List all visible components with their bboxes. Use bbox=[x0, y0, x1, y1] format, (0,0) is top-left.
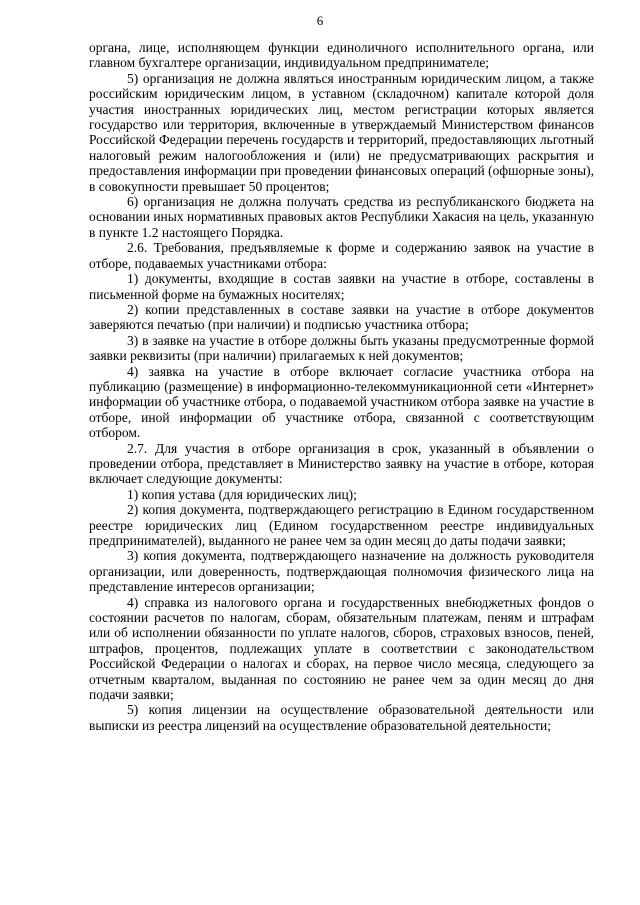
paragraph-item-5: 5) организация не должна являться иностранным юридическим лицом, а также российским юридическим лицом, в уставном (складочном) капитале которой доля участия иностранных юридических лиц, местом регистрации которых является государство или территория, включенные в утверждаемый Министерством финансов Российской Федерации перечень государств и территорий, предоставляющих льготный налоговый режим налогообложения и (или) не предусматривающих раскрытия и предоставления информации при проведении финансовых операций (офшорные зоны), в совокупности превышает 50 процентов; bbox=[89, 70, 594, 194]
paragraph-2-7-item-5: 5) копия лицензии на осуществление образовательной деятельности или выписки из реестра лицензий на осуществление образовательной деятельности; bbox=[89, 702, 594, 733]
document-body bbox=[89, 40, 594, 733]
paragraph-2-7-item-1: 1) копия устава (для юридических лиц); bbox=[127, 486, 357, 502]
paragraph-2-7-item-2: 2) копия документа, подтверждающего регистрацию в Едином государственном реестре юридических лиц (Едином государственном реестре индивидуальных предпринимателей), выданного не ранее чем за один месяц до даты подачи заявки; bbox=[89, 502, 594, 548]
paragraph-item-6: 6) организация не должна получать средства из республиканского бюджета на основании иных нормативных правовых актов Республики Хакасия на цель, указанную в пункте 1.2 настоящего Порядка. bbox=[89, 194, 594, 240]
paragraph-2-6-item-2: 2) копии представленных в составе заявки на участие в отборе документов заверяются печатью (при наличии) и подписью участника отбора; bbox=[89, 301, 594, 333]
page-number: 6 bbox=[316, 13, 324, 28]
paragraph-section-2-6: 2.6. Требования, предъявляемые к форме и содержанию заявок на участие в отборе, подаваемых участниками отбора: bbox=[89, 240, 594, 271]
paragraph-2-6-item-1: 1) документы, входящие в состав заявки на участие в отборе, составлены в письменной форме на бумажных носителях; bbox=[89, 271, 594, 302]
paragraph-2-6-item-3: 3) в заявке на участие в отборе должны быть указаны предусмотренные формой заявки реквизиты (при наличии) прилагаемых к ней документов; bbox=[89, 332, 594, 364]
paragraph-continuation: органа, лице, исполняющем функции единоличного исполнительного органа, или главном бухгалтере организации, индивидуальном предпринимателе; bbox=[89, 40, 594, 71]
paragraph-section-2-7: 2.7. Для участия в отборе организация в срок, указанный в объявлении о проведении отбора, представляет в Министерство заявку на участие в отборе, которая включает следующие документы: bbox=[89, 440, 594, 487]
paragraph-2-6-item-4: 4) заявка на участие в отборе включает согласие участника отбора на публикацию (размещение) в информационно-телекоммуникационной сети «Интернет» информации об участнике отбора, о подаваемой участником отбора заявке на участие в отборе, иной информации об участнике отбора, связанной с соответствующим отбором. bbox=[89, 363, 594, 441]
paragraph-2-7-item-4: 4) справка из налогового органа и государственных внебюджетных фондов о состоянии расчетов по налогам, сборам, обязательным платежам, пеням и штрафам или об исполнении обязанности по уплате налогов, сборов, страховых взносов, пеней, штрафов, процентов, подлежащих уплате в соответствии с законодательством Российской Федерации о налогах и сборах, на первое число месяца, следующего за отчетным кварталом, выданная по состоянию не ранее чем за один месяц до дня подачи заявки; bbox=[89, 594, 594, 703]
paragraph-2-7-item-3: 3) копия документа, подтверждающего назначение на должность руководителя организации, или доверенность, подтверждающая полномочия физического лица на представление интересов организации; bbox=[89, 548, 594, 595]
